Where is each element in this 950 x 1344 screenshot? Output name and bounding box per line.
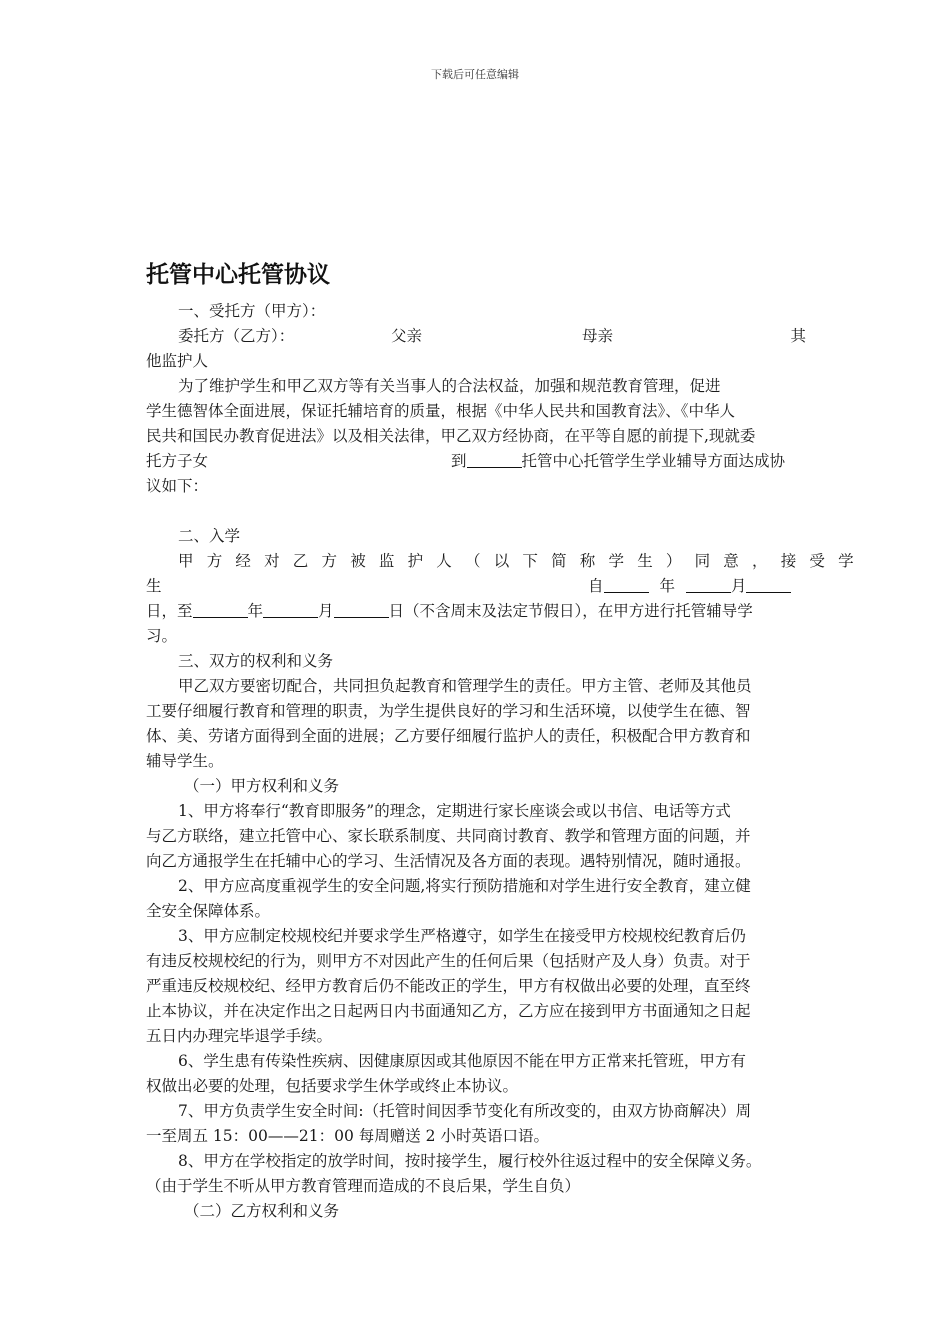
start-day-blank[interactable]: [746, 576, 791, 593]
father-label: 父亲: [391, 327, 423, 345]
paragraph-line: [146, 449, 806, 474]
paragraph-line: 甲方经对乙方被监护人（以下简称学生）同意，接受学: [178, 552, 867, 570]
to-label: 到 托管中心托管学生学业辅导方面达成协: [451, 452, 786, 470]
clause-line: 7、甲方负责学生安全时间:（托管时间因季节变化有所改变的，由双方协商解决）周: [178, 1102, 752, 1120]
clause-line: 止本协议，并在决定作出之日起两日内书面通知乙方，乙方应在接到甲方书面通知之日起: [146, 1002, 751, 1020]
clause-line: 有违反校规校纪的行为，则甲方不对因此产生的任何后果（包括财产及人身）负责。对于: [146, 952, 751, 970]
paragraph-line: 习。: [146, 627, 178, 645]
center-name-blank[interactable]: [467, 451, 522, 468]
clause-line: 1、甲方将奉行“教育即服务”的理念，定期进行家长座谈会或以书信、电话等方式: [178, 802, 731, 820]
party-b-line: [146, 324, 806, 349]
paragraph-line: 他监护人: [146, 352, 209, 370]
paragraph-line: 工要仔细履行教育和管理的职责，为学生提供良好的学习和生活环境，以使学生在德、智: [146, 702, 751, 720]
page-header: 下载后可任意编辑: [431, 68, 519, 81]
clause-line: 与乙方联络，建立托管中心、家长联系制度、共同商讨教育、教学和管理方面的问题，并: [146, 827, 751, 845]
child-label: 托方子女: [146, 452, 209, 470]
document-title: 托管中心托管协议: [146, 262, 330, 288]
paragraph-line: 学生德智体全面进展，保证托辅培育的质量，根据《中华人民共和国教育法》、《中华人: [146, 402, 736, 420]
clause-line: 6、学生患有传染性疾病、因健康原因或其他原因不能在甲方正常来托管班，甲方有: [178, 1052, 746, 1070]
clause-line: 权做出必要的处理，包括要求学生休学或终止本协议。: [146, 1077, 519, 1095]
other-guardian-label: 其: [790, 327, 806, 345]
clause-line: 五日内办理完毕退学手续。: [146, 1027, 333, 1045]
paragraph-line: 体、美、劳诸方面得到全面的进展；乙方要仔细履行监护人的责任，积极配合甲方教育和: [146, 727, 751, 745]
paragraph-line: 辅导学生。: [146, 752, 224, 770]
section-rights: 三、双方的权利和义务: [178, 652, 334, 670]
clause-line: 全安全保障体系。: [146, 902, 271, 920]
end-month-blank[interactable]: [263, 601, 318, 618]
party-b-label: 委托方（乙方）：: [178, 327, 295, 345]
paragraph-line: 甲乙双方要密切配合，共同担负起教育和管理学生的责任。甲方主管、老师及其他员: [178, 677, 752, 695]
clause-line: 2、甲方应高度重视学生的安全问题,将实行预防措施和对学生进行安全教育，建立健: [178, 877, 751, 895]
clause-line: 严重违反校规校纪、经甲方教育后仍不能改正的学生，甲方有权做出必要的处理，直至终: [146, 977, 751, 995]
date-line: 生 自 年 月: [146, 574, 806, 599]
clause-line: 8、甲方在学校指定的放学时间，按时接学生，履行校外往返过程中的安全保障义务。: [178, 1152, 762, 1170]
subsection-party-a: （一）甲方权利和义务: [184, 777, 340, 795]
paragraph-line: 民共和国民办教育促进法》以及相关法律，甲乙双方经协商，在平等自愿的前提下,现就委: [146, 427, 756, 445]
mother-label: 母亲: [582, 327, 614, 345]
start-year-blank[interactable]: [604, 576, 649, 593]
date-line: 日，至 年 月 日（不含周末及法定节假日），在甲方进行托管辅导学: [146, 602, 753, 620]
subsection-party-b: （二）乙方权利和义务: [184, 1202, 340, 1220]
section-enrollment: 二、入学: [178, 527, 241, 545]
clause-line: 向乙方通报学生在托辅中心的学习、生活情况及各方面的表现。遇特别情况，随时通报。: [146, 852, 751, 870]
clause-line: 3、甲方应制定校规校纪并要求学生严格遵守，如学生在接受甲方校规校纪教育后仍: [178, 927, 746, 945]
end-day-blank[interactable]: [334, 601, 389, 618]
section-party-a: 一、受托方（甲方）：: [178, 302, 326, 320]
paragraph-line: 为了维护学生和甲乙双方等有关当事人的合法权益，加强和规范教育管理，促进: [178, 377, 721, 395]
clause-line: （由于学生不听从甲方教育管理而造成的不良后果，学生自负）: [146, 1177, 581, 1195]
end-year-blank[interactable]: [193, 601, 248, 618]
clause-line: 一至周五 15：00——21：00 每周赠送 2 小时英语口语。: [146, 1127, 549, 1145]
paragraph-line: 议如下：: [146, 477, 209, 495]
start-month-blank[interactable]: [686, 576, 731, 593]
